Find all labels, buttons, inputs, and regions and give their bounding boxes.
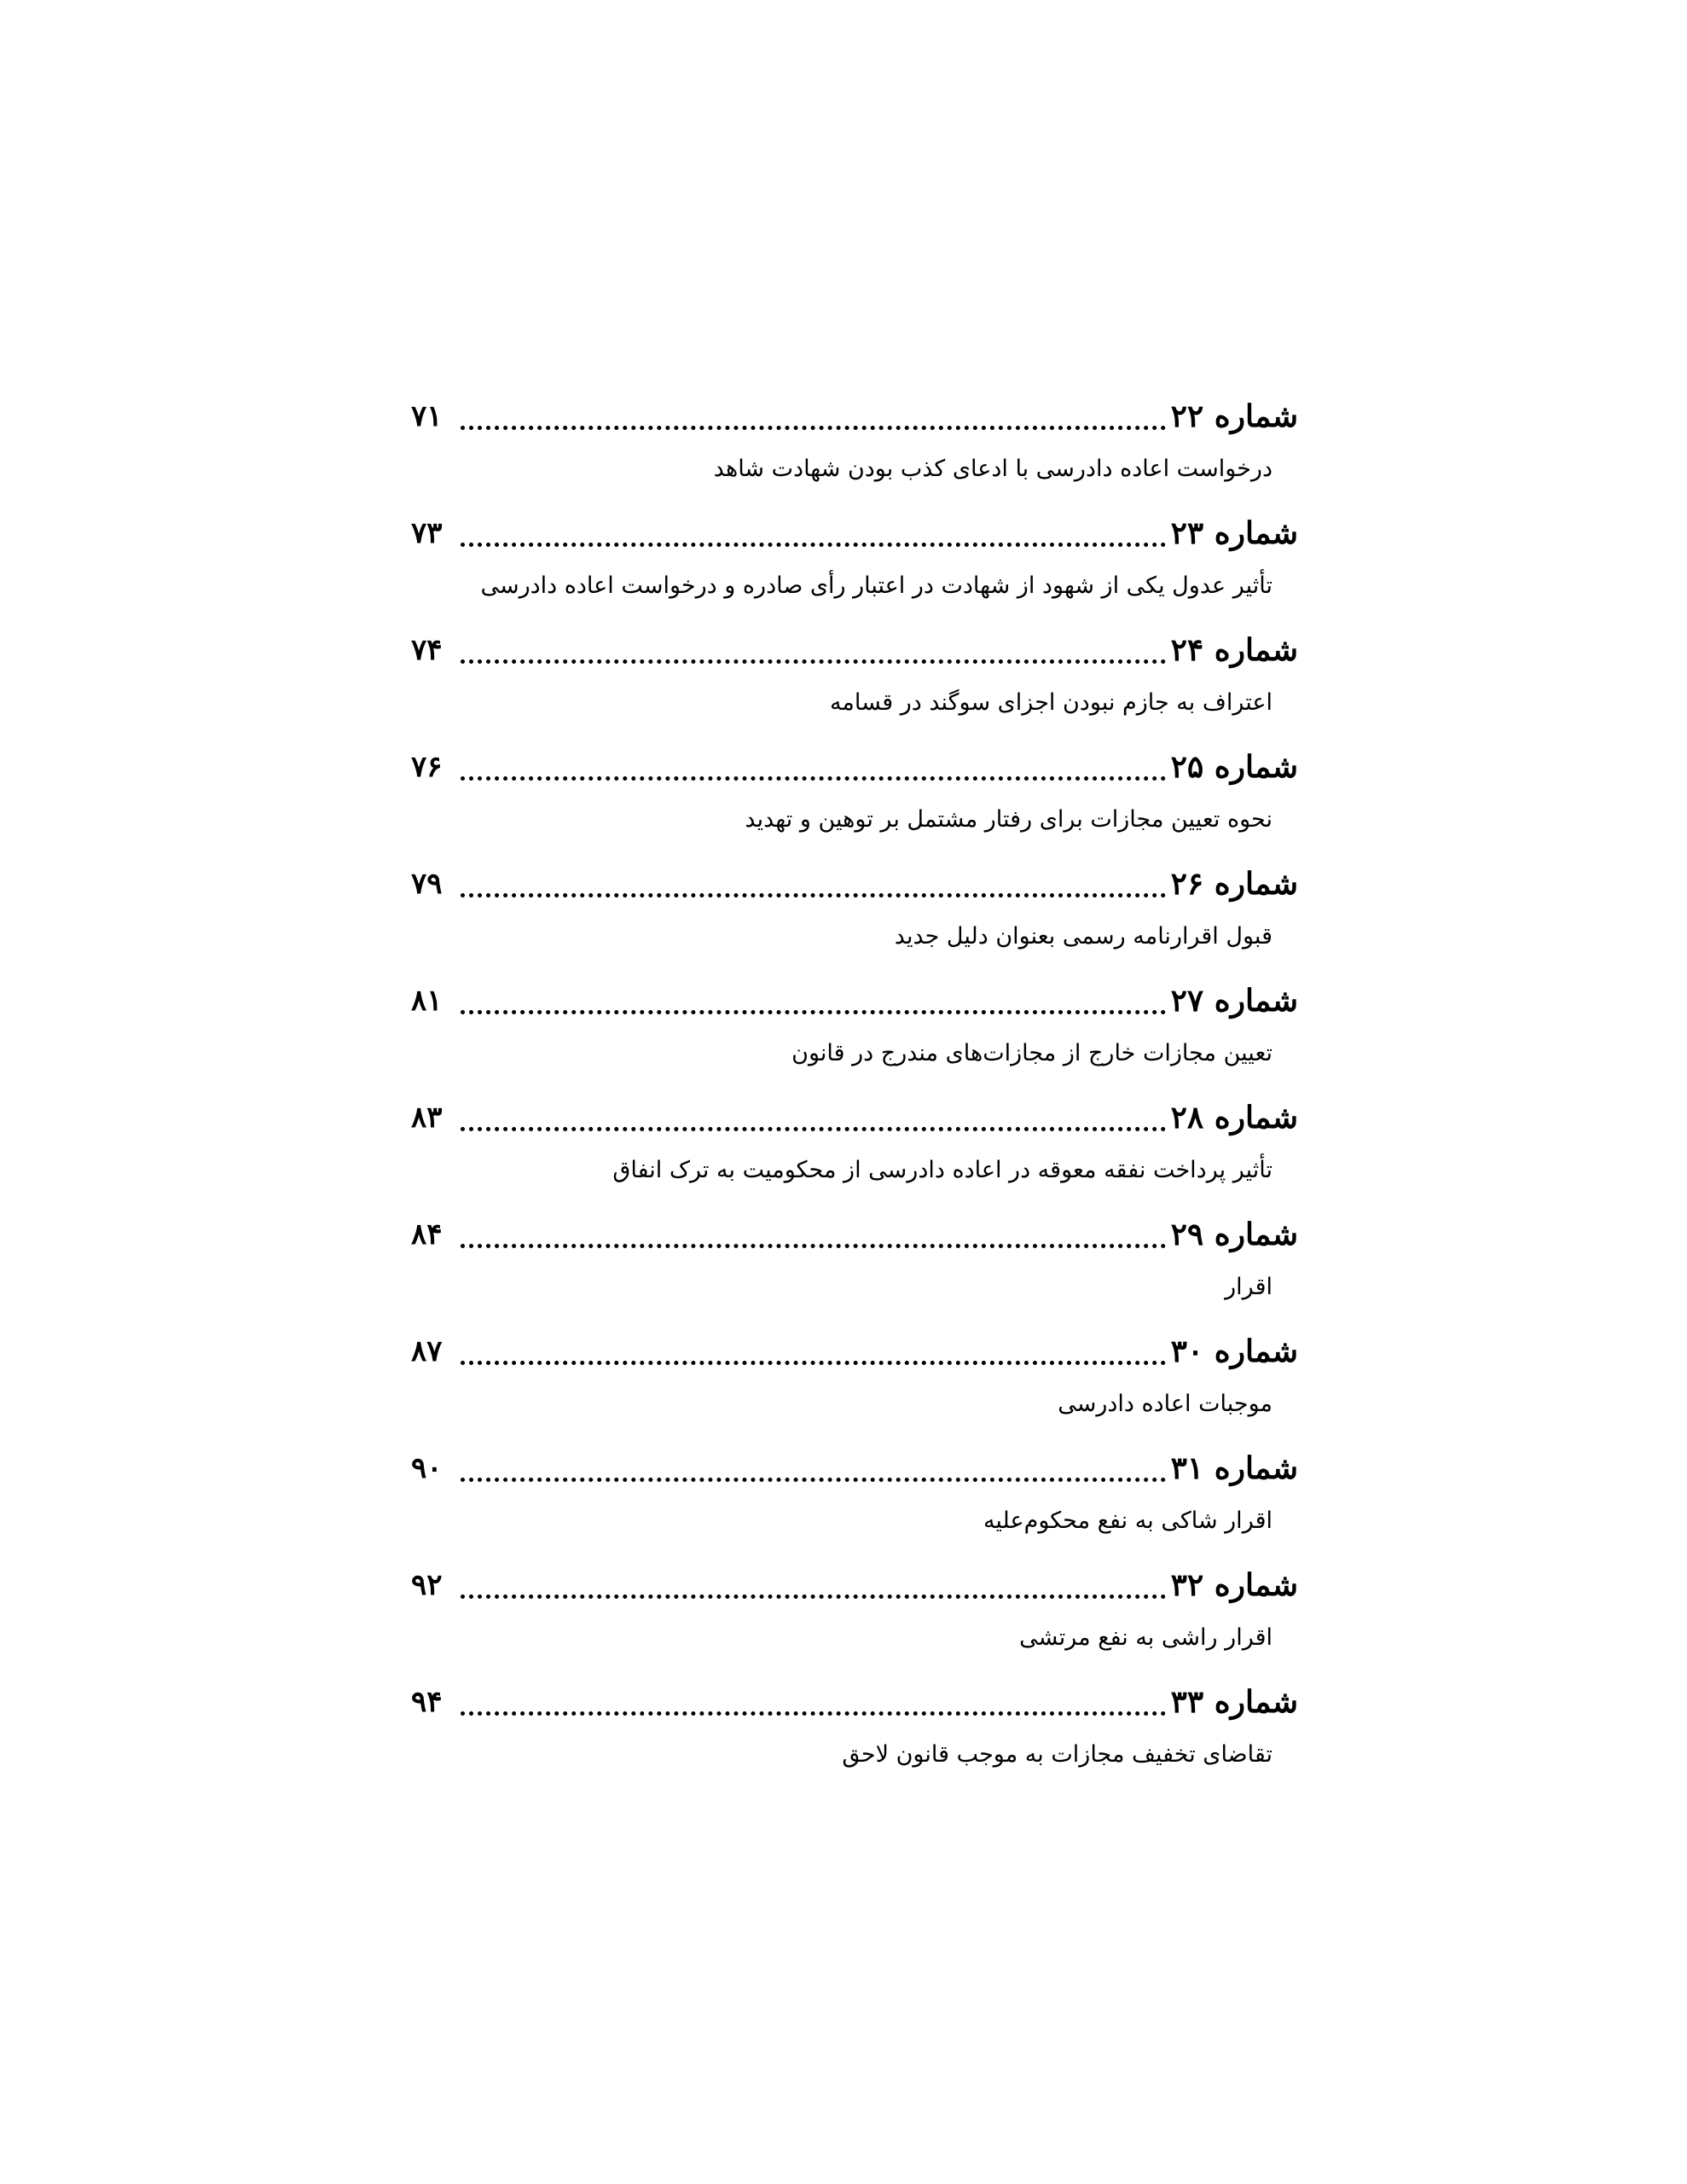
entry-subtitle: تأثیر عدول یکی از شهود از شهادت در اعتبار رأی صادره و درخواست اعاده دادرسی: [480, 572, 1272, 599]
toc-heading-row: [411, 1326, 1298, 1377]
entry-subtitle: اقرار: [1225, 1274, 1272, 1300]
toc-entry: [411, 741, 1298, 858]
entry-subtitle: تأثیر پرداخت نفقه معوقه در اعاده دادرسی از محکومیت به ترک انفاق: [612, 1157, 1272, 1183]
entry-subtitle: تقاضای تخفیف مجازات به موجب قانون لاحق: [842, 1741, 1272, 1768]
toc-heading-row: [411, 975, 1298, 1026]
entry-subtitle: اعتراف به جازم نبودن اجزای سوگند در قسامه: [829, 689, 1272, 716]
entry-subtitle: قبول اقرارنامه رسمی بعنوان دلیل جدید: [894, 923, 1272, 950]
dot-leader: [461, 1244, 1166, 1248]
dot-leader: [461, 776, 1166, 781]
toc-heading-row: [411, 741, 1298, 793]
dot-leader: [461, 1594, 1166, 1599]
toc-heading-row: [411, 1092, 1298, 1143]
toc-heading-row: [411, 624, 1298, 676]
toc-heading-row: [411, 858, 1298, 909]
entry-subtitle: اقرار شاکی به نفع محکوم‌علیه: [983, 1507, 1272, 1534]
dot-leader: [461, 659, 1166, 664]
entry-heading: شماره ۲۷: [1170, 983, 1298, 1019]
entry-heading: شماره ۲۳: [1170, 515, 1298, 551]
table-of-contents: [411, 391, 1298, 1793]
page-number: ۷۳: [411, 516, 443, 550]
toc-heading-row: [411, 391, 1298, 442]
entry-heading: شماره ۳۲: [1170, 1567, 1298, 1603]
toc-entry: [411, 858, 1298, 975]
entry-heading: شماره ۲۵: [1170, 749, 1298, 785]
toc-entry: [411, 508, 1298, 624]
dot-leader: [461, 1010, 1166, 1014]
page-number: ۷۱: [411, 399, 443, 433]
toc-entry: [411, 1326, 1298, 1443]
dot-leader: [461, 1711, 1166, 1716]
page-number: ۸۴: [411, 1217, 443, 1252]
page-number: ۹۲: [411, 1568, 443, 1602]
entry-heading: شماره ۲۲: [1170, 398, 1298, 434]
page-number: ۸۱: [411, 984, 443, 1018]
entry-heading: شماره ۲۸: [1170, 1100, 1298, 1136]
entry-subtitle: تعیین مجازات خارج از مجازات‌های مندرج در قانون: [791, 1040, 1272, 1066]
entry-heading: شماره ۳۳: [1170, 1684, 1298, 1720]
dot-leader: [461, 426, 1166, 430]
entry-heading: شماره ۳۰: [1170, 1333, 1298, 1369]
entry-subtitle: اقرار راشی به نفع مرتشی: [1019, 1624, 1272, 1651]
entry-heading: شماره ۲۶: [1170, 866, 1298, 902]
page-number: ۹۴: [411, 1685, 443, 1719]
toc-entry: [411, 1443, 1298, 1560]
toc-heading-row: [411, 1676, 1298, 1728]
dot-leader: [461, 543, 1166, 547]
dot-leader: [461, 1361, 1166, 1365]
page-number: ۷۴: [411, 633, 443, 667]
toc-heading-row: [411, 1560, 1298, 1611]
entry-subtitle: درخواست اعاده دادرسی با ادعای کذب بودن شهادت شاهد: [713, 456, 1272, 482]
toc-entry: [411, 1676, 1298, 1793]
toc-entry: [411, 624, 1298, 741]
dot-leader: [461, 893, 1166, 897]
page-number: ۹۰: [411, 1451, 443, 1485]
toc-entry: [411, 975, 1298, 1092]
page-number: ۸۷: [411, 1334, 443, 1368]
toc-heading-row: [411, 1209, 1298, 1260]
entry-heading: شماره ۲۴: [1170, 632, 1298, 668]
toc-entry: [411, 391, 1298, 508]
dot-leader: [461, 1478, 1166, 1482]
dot-leader: [461, 1127, 1166, 1131]
toc-heading-row: [411, 1443, 1298, 1494]
entry-subtitle: نحوه تعیین مجازات برای رفتار مشتمل بر توهین و تهدید: [745, 806, 1272, 833]
page-number: ۷۶: [411, 750, 443, 784]
toc-entry: [411, 1209, 1298, 1326]
toc-entry: [411, 1560, 1298, 1676]
toc-heading-row: [411, 508, 1298, 559]
entry-subtitle: موجبات اعاده دادرسی: [1058, 1391, 1272, 1417]
toc-entry: [411, 1092, 1298, 1209]
entry-heading: شماره ۲۹: [1170, 1217, 1298, 1252]
entry-heading: شماره ۳۱: [1170, 1450, 1298, 1486]
page-number: ۸۳: [411, 1101, 443, 1135]
page-number: ۷۹: [411, 867, 443, 901]
